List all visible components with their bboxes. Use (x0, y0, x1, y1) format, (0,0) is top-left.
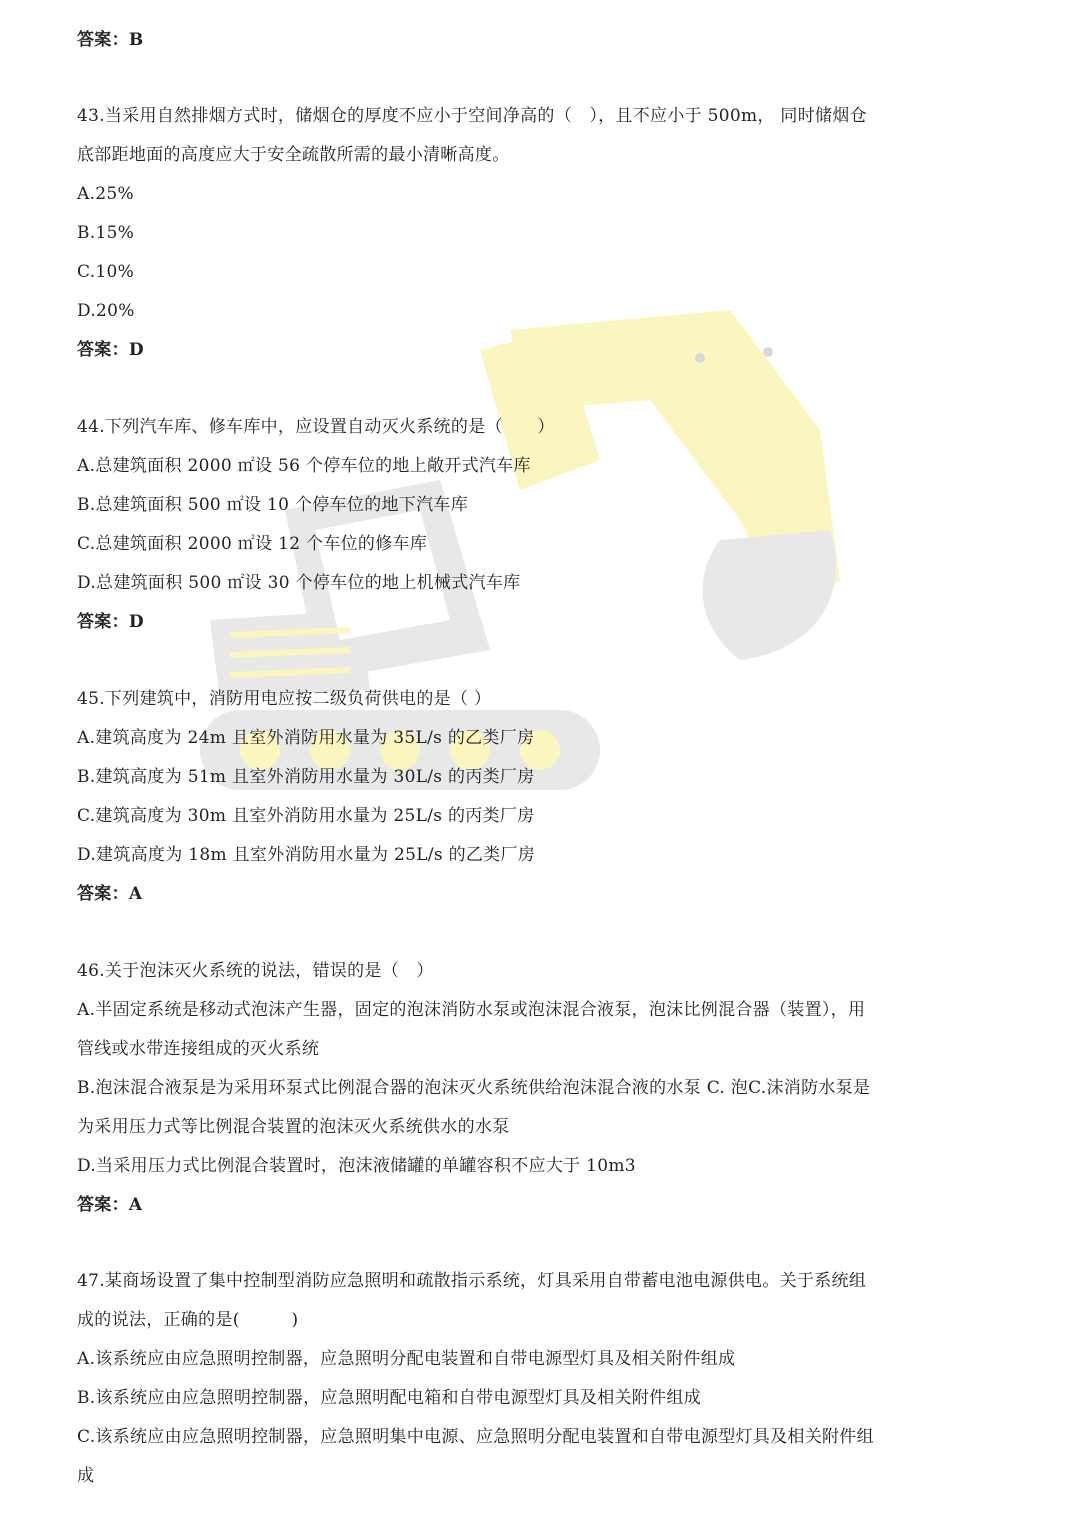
q43-stem-2: 底部距地面的高度应大于安全疏散所需的最小清晰高度。 (77, 145, 510, 165)
q46-stem: 46.关于泡沫灭火系统的说法，错误的是（ ） (77, 961, 434, 981)
q43-stem-1: 43.当采用自然排烟方式时，储烟仓的厚度不应小于空间净高的（ ），且不应小于 500m， 同时储烟仓 (77, 106, 867, 126)
q44-option-a: A.总建筑面积 2000 ㎡设 56 个停车位的地上敞开式汽车库 (77, 456, 531, 476)
q47-option-b: B.该系统应由应急照明控制器，应急照明配电箱和自带电源型灯具及相关附件组成 (77, 1388, 701, 1408)
q46-option-d: D.当采用压力式比例混合装置时，泡沫液储罐的单罐容积不应大于 10m3 (77, 1156, 636, 1176)
q47-option-c-1: C.该系统应由应急照明控制器，应急照明集中电源、应急照明分配电装置和自带电源型灯具及相关附件组 (77, 1427, 874, 1447)
q46-option-a-1: A.半固定系统是移动式泡沫产生器，固定的泡沫消防水泵或泡沫混合液泵，泡沫比例混合器（装置），用 (77, 1000, 866, 1020)
q46-option-a-2: 管线或水带连接组成的灭火系统 (77, 1039, 320, 1059)
q43-option-a: A.25% (77, 184, 134, 204)
answer-prev: 答案：B (77, 30, 144, 50)
q44-stem: 44.下列汽车库、修车库中，应设置自动灭火系统的是（ ） (77, 417, 555, 437)
q45-answer: 答案：A (77, 884, 143, 904)
q45-option-b: B.建筑高度为 51m 且室外消防用水量为 30L/s 的丙类厂房 (77, 767, 535, 787)
q43-option-b: B.15% (77, 223, 135, 243)
q45-stem: 45.下列建筑中，消防用电应按二级负荷供电的是（ ） (77, 689, 492, 709)
q43-answer: 答案：D (77, 340, 144, 360)
q44-option-b: B.总建筑面积 500 ㎡设 10 个停车位的地下汽车库 (77, 495, 468, 515)
q47-stem-1: 47.某商场设置了集中控制型消防应急照明和疏散指示系统，灯具采用自带蓄电池电源供电。关于系统组 (77, 1271, 867, 1291)
q43-option-c: C.10% (77, 262, 135, 282)
q44-option-d: D.总建筑面积 500 ㎡设 30 个停车位的地上机械式汽车库 (77, 573, 521, 593)
q44-answer: 答案：D (77, 612, 144, 632)
q46-answer: 答案：A (77, 1195, 143, 1215)
q46-option-b-1: B.泡沫混合液泵是为采用环泵式比例混合器的泡沫灭火系统供给泡沫混合液的水泵 C. 泡C.沫消防水泵是 (77, 1078, 871, 1098)
q44-option-c: C.总建筑面积 2000 ㎡设 12 个车位的修车库 (77, 534, 428, 554)
q45-option-c: C.建筑高度为 30m 且室外消防用水量为 25L/s 的丙类厂房 (77, 806, 535, 826)
q45-option-d: D.建筑高度为 18m 且室外消防用水量为 25L/s 的乙类厂房 (77, 845, 536, 865)
q47-stem-2: 成的说法，正确的是( ) (77, 1310, 299, 1330)
q47-option-a: A.该系统应由应急照明控制器，应急照明分配电装置和自带电源型灯具及相关附件组成 (77, 1349, 736, 1369)
q45-option-a: A.建筑高度为 24m 且室外消防用水量为 35L/s 的乙类厂房 (77, 728, 535, 748)
q47-option-c-2: 成 (77, 1466, 95, 1486)
q43-option-d: D.20% (77, 301, 135, 321)
q46-option-b-2: 为采用压力式等比例混合装置的泡沫灭火系统供水的水泵 (77, 1117, 510, 1137)
